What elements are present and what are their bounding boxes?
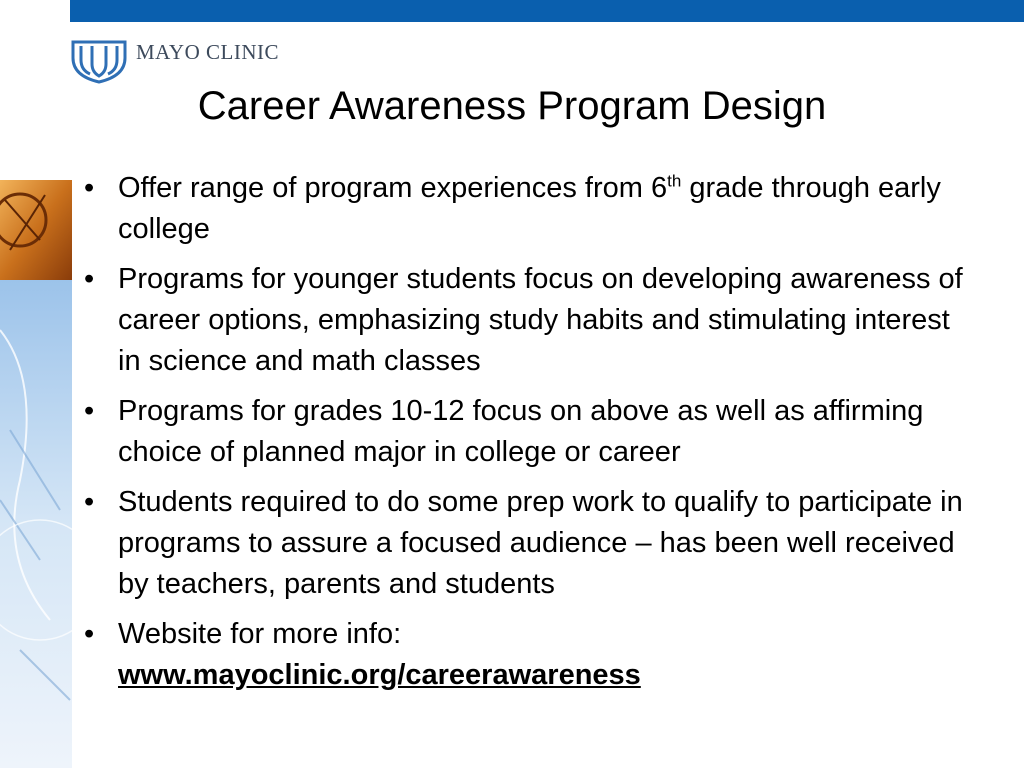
superscript: th (667, 171, 682, 191)
bullet-text-continued: grade through early college (118, 172, 941, 245)
bullet-text: Programs for grades 10-12 focus on above as well as affirming choice of planned major in college or career (118, 395, 924, 468)
bullet-marker: • (84, 395, 95, 427)
bullet-item (80, 482, 980, 605)
bullet-marker: • (84, 172, 95, 204)
website-link[interactable]: www.mayoclinic.org/careerawareness (118, 659, 641, 691)
mayo-clinic-logo (70, 38, 279, 84)
bullet-text: Website for more info: (118, 618, 402, 650)
bullet-item (80, 259, 980, 382)
bullet-item (80, 614, 980, 696)
bullet-list (80, 168, 980, 705)
bullet-marker: • (84, 263, 95, 295)
bullet-item (80, 168, 980, 250)
bullet-marker: • (84, 618, 95, 650)
decorative-side-image (0, 180, 72, 768)
slide-title: Career Awareness Program Design (197, 84, 827, 128)
bullet-marker: • (84, 486, 95, 518)
bullet-text: Offer range of program experiences from 6 (118, 172, 668, 204)
mayo-shield-icon (70, 38, 128, 84)
bullet-text: Students required to do some prep work to qualify to participate in programs to assure a focused audience – has been well received by teachers, parents and students (118, 486, 963, 600)
bullet-text: Programs for younger students focus on developing awareness of career options, emphasizing study habits and stimulating interest in science and math classes (118, 263, 963, 377)
logo-text: MAYO CLINIC (136, 40, 279, 64)
bullet-item (80, 391, 980, 473)
top-accent-bar (70, 0, 1024, 22)
